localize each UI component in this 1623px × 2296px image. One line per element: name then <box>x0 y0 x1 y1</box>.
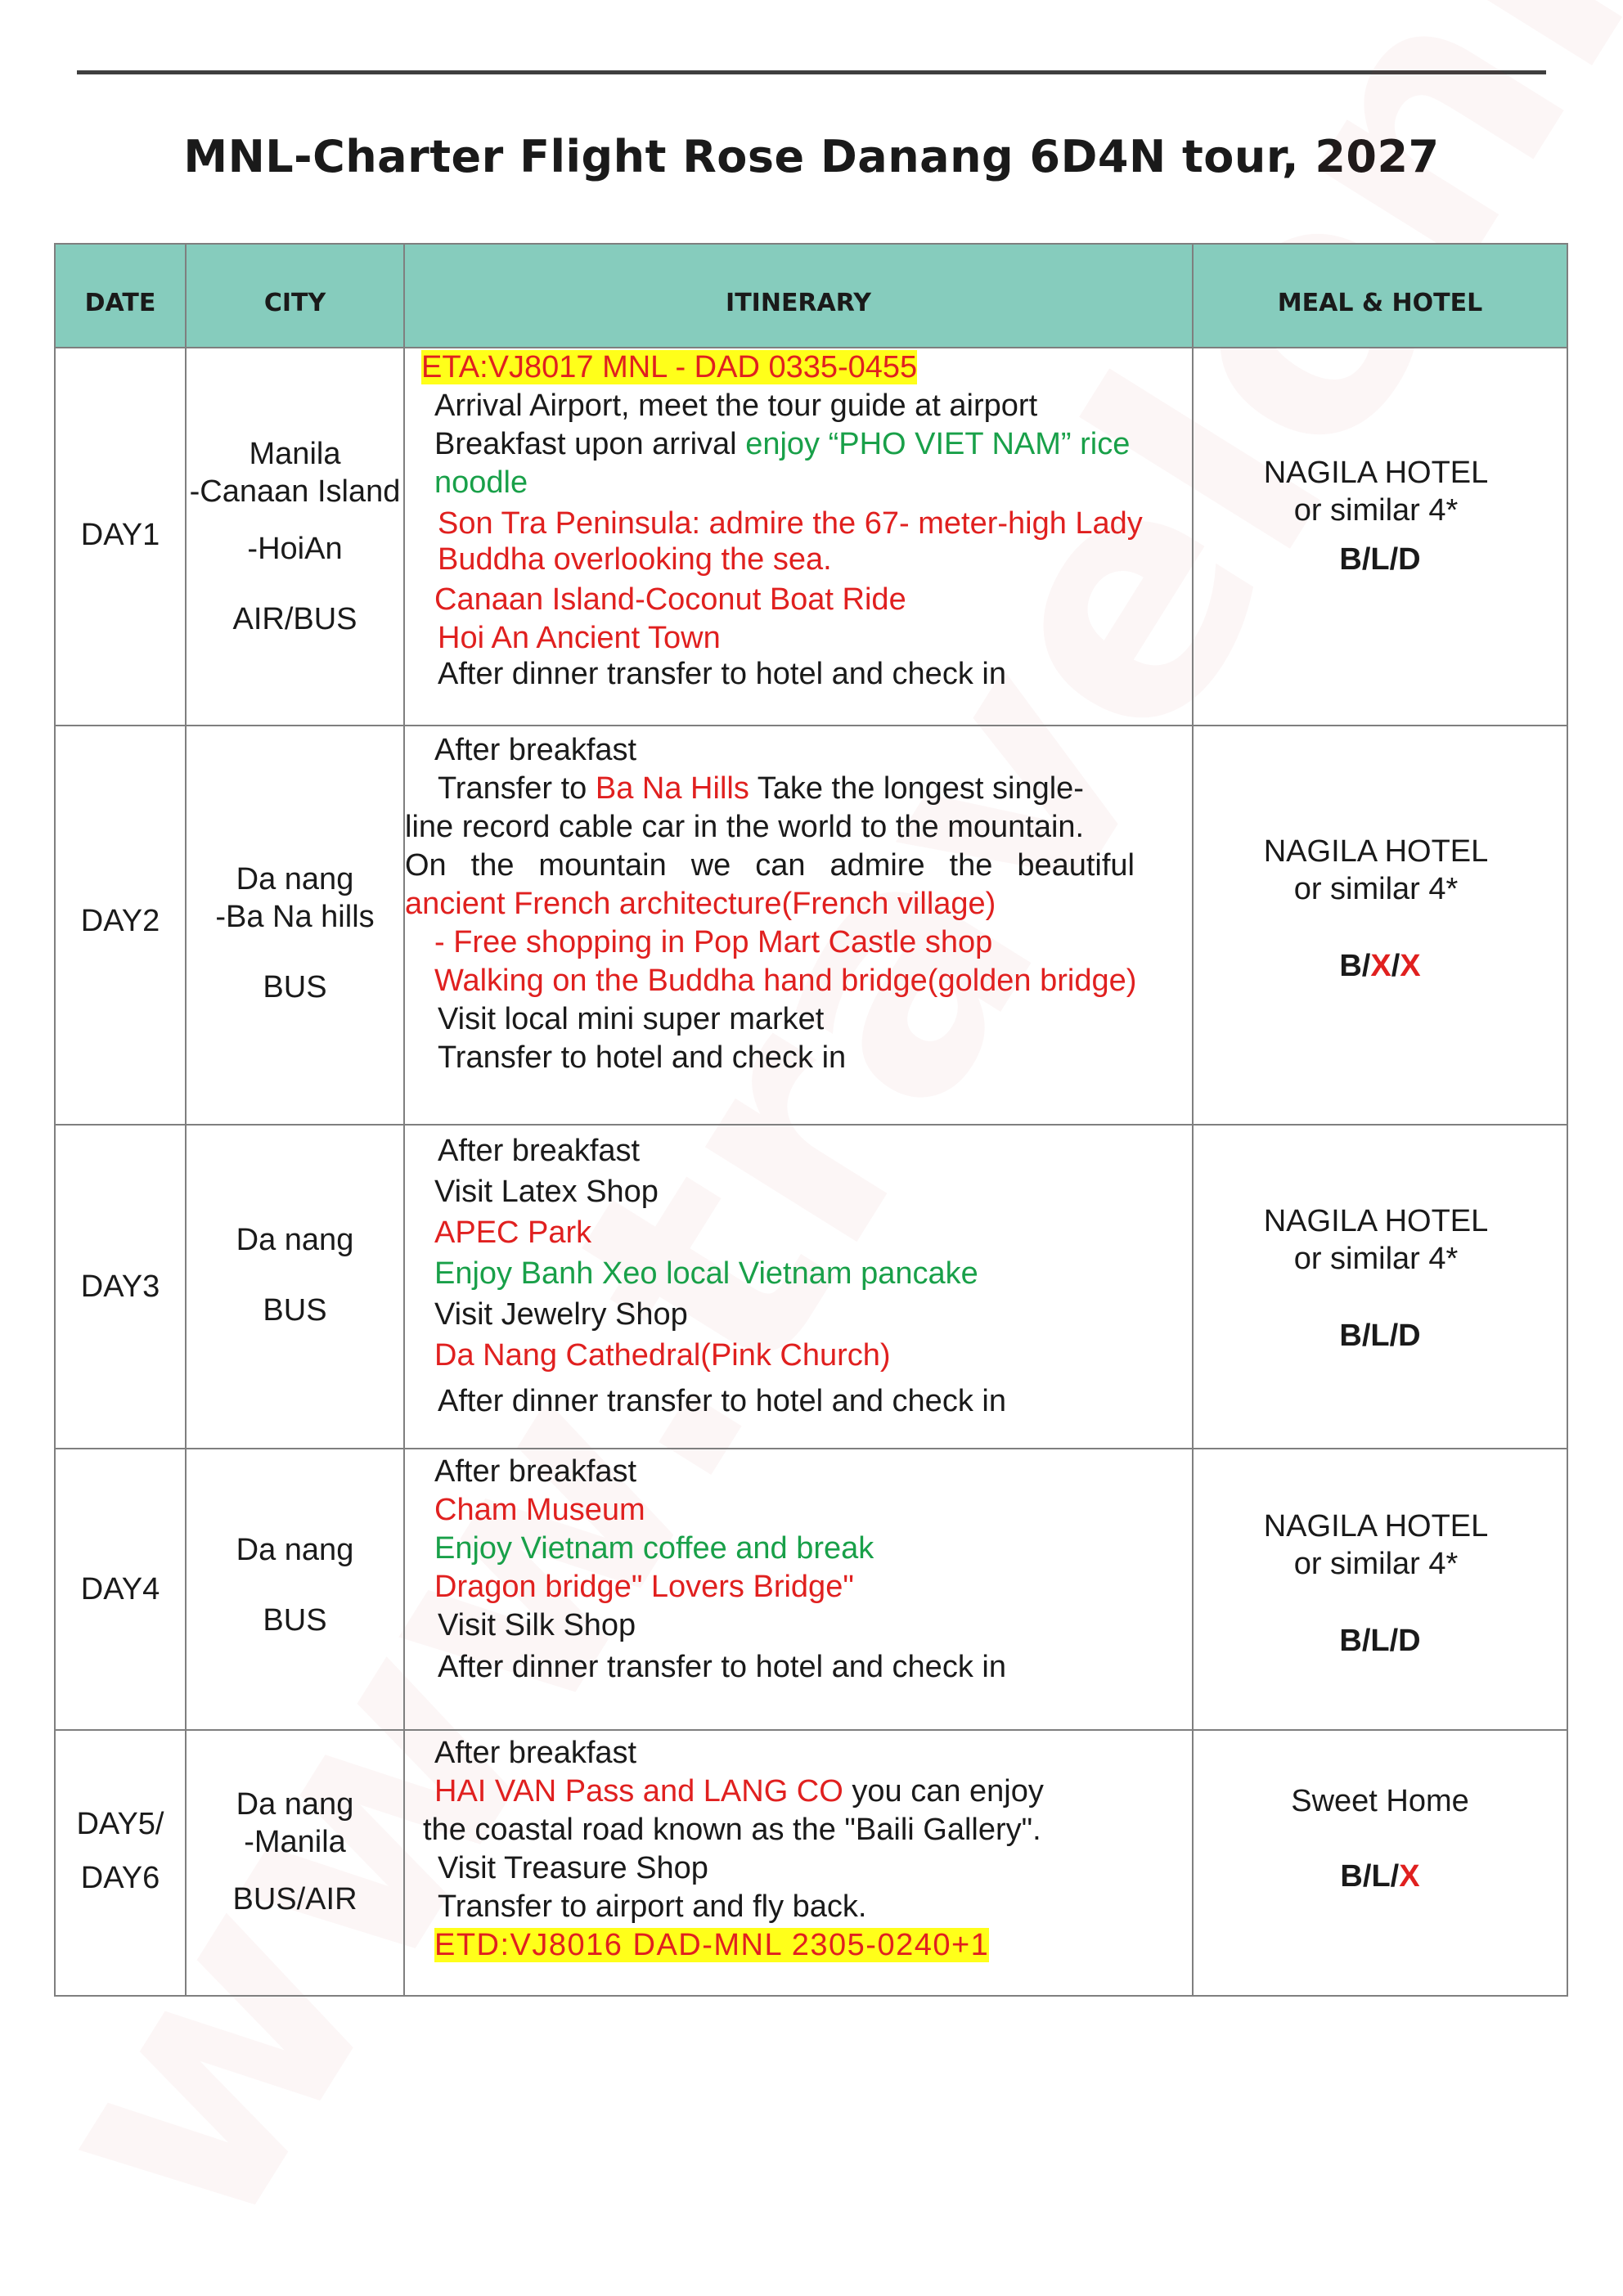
itinerary-line <box>405 425 1192 464</box>
itinerary-segment: you can enjoy <box>843 1774 1044 1808</box>
itinerary-segment: Breakfast upon arrival <box>434 427 746 461</box>
meal-d: D <box>1398 1319 1421 1353</box>
itinerary-line <box>405 348 1192 387</box>
itinerary-line <box>405 808 1192 847</box>
itinerary-segment: line record cable car in the world to the mountain. <box>405 810 1085 844</box>
itinerary-line <box>405 1212 1192 1253</box>
itinerary-line <box>405 770 1192 808</box>
itinerary-segment: Visit Treasure Shop <box>438 1851 708 1885</box>
itinerary-cell <box>404 348 1193 726</box>
meal-separator: / <box>1361 949 1371 983</box>
itinerary-segment: Transfer to airport and fly back. <box>438 1889 867 1924</box>
meal-l: X <box>1370 949 1391 983</box>
page-title: MNL-Charter Flight Rose Danang 6D4N tour, 2027 <box>183 131 1440 182</box>
city-cell <box>186 348 404 726</box>
city-line: Da nang <box>236 1533 354 1567</box>
itinerary-segment: After dinner transfer to hotel and check in <box>438 1650 1006 1684</box>
meal-l: L <box>1370 1319 1390 1353</box>
itinerary-line <box>405 1453 1192 1491</box>
itinerary-line <box>405 1568 1192 1606</box>
itinerary-segment: Enjoy Banh Xeo local Vietnam pancake <box>434 1256 978 1291</box>
table-row <box>55 1449 1567 1730</box>
itinerary-line <box>405 1648 1192 1687</box>
hotel-name: NAGILA HOTEL <box>1263 834 1489 869</box>
meal-separator: / <box>1391 949 1400 983</box>
itinerary-segment: Ba Na Hills <box>595 771 749 806</box>
day-cell <box>55 726 186 1125</box>
meal-hotel-cell <box>1193 1125 1567 1449</box>
itinerary-line <box>405 1849 1192 1888</box>
itinerary-line <box>405 1130 1192 1171</box>
meal-hotel-cell <box>1193 348 1567 726</box>
itinerary-line <box>405 387 1192 425</box>
itinerary-segment: Take the longest single- <box>749 771 1084 806</box>
meal-d: X <box>1399 1858 1420 1894</box>
meal-separator: / <box>1361 1624 1371 1658</box>
city-line: Da nang <box>236 1223 354 1257</box>
itinerary-line <box>405 1811 1192 1849</box>
itinerary-line <box>405 464 1192 502</box>
itinerary-segment: Enjoy Vietnam coffee and break <box>434 1531 874 1566</box>
itinerary-segment: After breakfast <box>438 1134 641 1168</box>
itinerary-segment: Hoi An Ancient Town <box>438 621 721 655</box>
itinerary-line <box>405 1734 1192 1773</box>
meal-d: X <box>1400 949 1421 983</box>
itinerary-segment: Da Nang Cathedral(Pink Church) <box>434 1338 891 1373</box>
meal-code <box>1194 541 1567 578</box>
day-cell <box>55 348 186 726</box>
meal-code <box>1194 1622 1567 1660</box>
itinerary-segment: Dragon bridge" Lovers Bridge" <box>434 1570 854 1604</box>
itinerary-line <box>405 505 1192 541</box>
meal-b: B <box>1339 949 1362 983</box>
itinerary-line <box>405 1606 1192 1645</box>
itinerary-line <box>405 1039 1192 1077</box>
meal-l: L <box>1370 1624 1390 1658</box>
itinerary-segment: After breakfast <box>434 1736 637 1770</box>
itinerary-line <box>405 1294 1192 1335</box>
itinerary-line <box>405 1773 1192 1811</box>
table-header-row <box>55 244 1567 348</box>
itinerary-segment: Walking on the Buddha hand bridge(golden bridge) <box>434 964 1137 998</box>
hotel-class: or similar 4* <box>1293 1547 1459 1581</box>
meal-separator: / <box>1390 1858 1400 1894</box>
city-line: -Ba Na hills <box>215 900 375 934</box>
itinerary-segment: Cham Museum <box>434 1493 645 1527</box>
itinerary-line <box>405 1491 1192 1530</box>
meal-l: L <box>1370 542 1390 577</box>
city-cell <box>186 1125 404 1449</box>
itinerary-line <box>405 962 1192 1000</box>
table-row <box>55 1125 1567 1449</box>
day-label: DAY5/ DAY6 <box>76 1806 164 1895</box>
itinerary-segment: On the mountain we can admire the beautiful <box>405 848 1135 883</box>
hotel-name: NAGILA HOTEL <box>1263 1204 1489 1238</box>
itinerary-segment: Transfer to <box>438 771 596 806</box>
hotel-class: or similar 4* <box>1293 872 1459 906</box>
meal-code <box>1194 1317 1567 1355</box>
itinerary-segment: ancient French architecture(French village) <box>405 887 996 921</box>
itinerary-cell <box>404 1730 1193 1996</box>
itinerary-line <box>405 1335 1192 1376</box>
header-meal-hotel: MEAL & HOTEL <box>1193 244 1567 348</box>
meal-b: B <box>1339 1624 1362 1658</box>
itinerary-line <box>405 885 1192 923</box>
meal-d: D <box>1398 542 1421 577</box>
table-row <box>55 348 1567 726</box>
meal-hotel-cell <box>1193 726 1567 1125</box>
meal-d: D <box>1398 1624 1421 1658</box>
meal-code <box>1194 1858 1567 1895</box>
itinerary-line <box>405 619 1192 658</box>
meal-separator: / <box>1361 542 1371 577</box>
itinerary-segment: After breakfast <box>434 1454 637 1489</box>
city-line: Manila <box>249 437 341 471</box>
itinerary-line <box>405 731 1192 770</box>
itinerary-segment: ETA:VJ8017 MNL - DAD 0335-0455 <box>421 350 918 384</box>
city-line: -Canaan Island <box>189 474 401 509</box>
table-row <box>55 1730 1567 1996</box>
meal-hotel-cell <box>1193 1449 1567 1730</box>
meal-b: B <box>1339 542 1362 577</box>
itinerary-segment: Transfer to hotel and check in <box>438 1040 847 1075</box>
itinerary-line <box>405 1888 1192 1926</box>
city-cell <box>186 1730 404 1996</box>
itinerary-segment: enjoy “PHO VIET NAM” rice <box>745 427 1131 461</box>
city-cell <box>186 726 404 1125</box>
itinerary-segment: ETD:VJ8016 DAD-MNL 2305-0240+1 <box>434 1928 990 1962</box>
itinerary-line <box>405 541 1192 577</box>
transport-label: BUS/AIR <box>232 1881 357 1916</box>
itinerary-line <box>405 1000 1192 1039</box>
day-label: DAY4 <box>80 1572 160 1606</box>
hotel-class: or similar 4* <box>1293 1242 1459 1276</box>
day-cell <box>55 1125 186 1449</box>
itinerary-segment: Arrival Airport, meet the tour guide at airport <box>434 389 1038 423</box>
meal-separator: / <box>1361 1319 1371 1353</box>
hotel-name: NAGILA HOTEL <box>1263 456 1489 490</box>
itinerary-cell <box>404 1125 1193 1449</box>
header-date: DATE <box>55 244 186 348</box>
itinerary-segment: After dinner transfer to hotel and check in <box>438 657 1006 691</box>
meal-separator: / <box>1362 1858 1372 1894</box>
city-line: Da nang <box>236 862 354 896</box>
day-label: DAY3 <box>80 1269 160 1304</box>
meal-separator: / <box>1389 542 1399 577</box>
transport-label: BUS <box>263 970 327 1004</box>
itinerary-line <box>405 658 1192 690</box>
meal-code <box>1194 947 1567 985</box>
city-line: -Manila <box>244 1824 346 1859</box>
day-label: DAY2 <box>80 904 160 938</box>
itinerary-segment: Canaan Island-Coconut Boat Ride <box>434 582 906 617</box>
meal-separator: / <box>1389 1624 1399 1658</box>
itinerary-segment: noodle <box>434 465 528 500</box>
top-rule <box>77 70 1546 74</box>
itinerary-line <box>405 923 1192 962</box>
header-itinerary: ITINERARY <box>404 244 1193 348</box>
itinerary-line <box>405 847 1192 885</box>
itinerary-segment: HAI VAN Pass and LANG CO <box>434 1774 843 1808</box>
itinerary-line <box>405 581 1192 619</box>
meal-l: L <box>1371 1858 1391 1894</box>
itinerary-cell <box>404 1449 1193 1730</box>
day-cell <box>55 1449 186 1730</box>
itinerary-line <box>405 1926 1192 1965</box>
city-cell <box>186 1449 404 1730</box>
hotel-name: Sweet Home <box>1291 1783 1469 1818</box>
itinerary-segment: Visit local mini super market <box>438 1002 825 1036</box>
itinerary-segment: APEC Park <box>434 1215 592 1250</box>
itinerary-segment: Visit Silk Shop <box>438 1608 636 1642</box>
meal-b: B <box>1340 1858 1363 1894</box>
table-row <box>55 726 1567 1125</box>
meal-hotel-cell <box>1193 1730 1567 1996</box>
itinerary-line <box>405 1381 1192 1422</box>
meal-b: B <box>1339 1319 1362 1353</box>
itinerary-line <box>405 1253 1192 1294</box>
transport-label: AIR/BUS <box>232 602 357 636</box>
hotel-class: or similar 4* <box>1293 493 1459 528</box>
header-city: CITY <box>186 244 404 348</box>
transport-label: BUS <box>263 1293 327 1328</box>
itinerary-segment: Buddha overlooking the sea. <box>438 542 832 577</box>
itinerary-segment: After dinner transfer to hotel and check in <box>438 1384 1006 1418</box>
itinerary-line <box>405 1171 1192 1212</box>
itinerary-segment: Visit Jewelry Shop <box>434 1297 688 1332</box>
meal-separator: / <box>1389 1319 1399 1353</box>
city-line: -HoiAn <box>247 532 343 566</box>
itinerary-segment: Son Tra Peninsula: admire the 67- meter-high Lady <box>438 506 1143 541</box>
transport-label: BUS <box>263 1603 327 1638</box>
day-cell <box>55 1730 186 1996</box>
hotel-name: NAGILA HOTEL <box>1263 1509 1489 1543</box>
itinerary-segment: Visit Latex Shop <box>434 1175 659 1209</box>
itinerary-line <box>405 1530 1192 1568</box>
itinerary-segment: After breakfast <box>434 733 637 767</box>
itinerary-table <box>54 243 1568 1997</box>
itinerary-cell <box>404 726 1193 1125</box>
itinerary-segment: the coastal road known as the "Baili Gallery". <box>423 1813 1041 1847</box>
day-label: DAY1 <box>80 518 160 552</box>
itinerary-segment: - Free shopping in Pop Mart Castle shop <box>434 925 993 959</box>
city-line: Da nang <box>236 1786 354 1822</box>
